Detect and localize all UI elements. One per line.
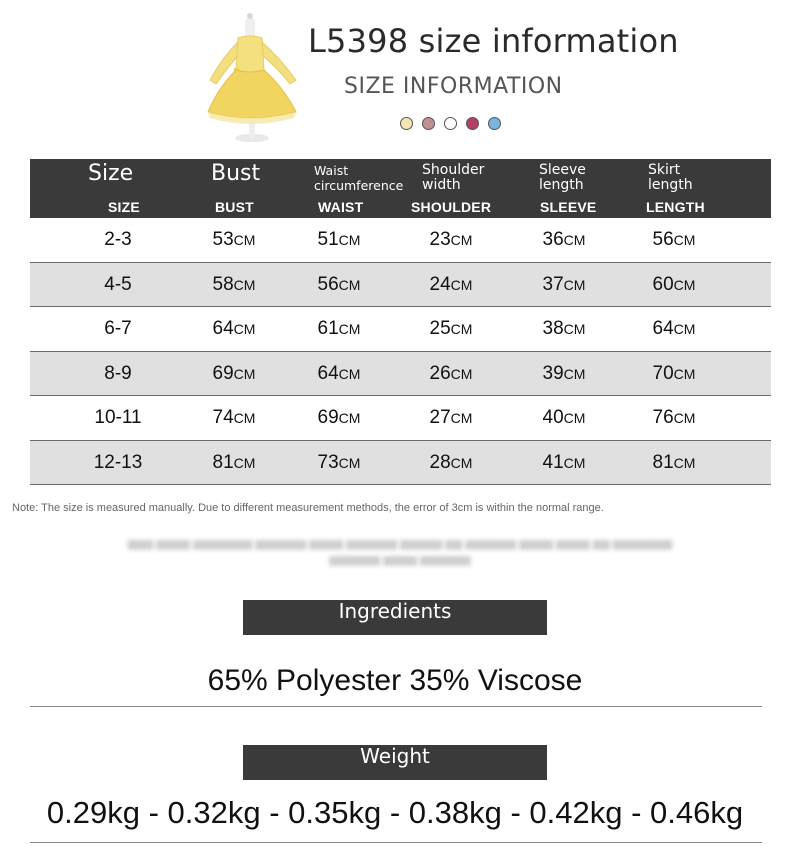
cell-value: 23: [429, 229, 451, 250]
cell-sleeve: [538, 263, 590, 307]
color-swatches: [400, 117, 501, 131]
cell-unit: CM: [673, 454, 696, 471]
cell-value: 36: [542, 229, 564, 250]
cell-unit: CM: [450, 365, 473, 382]
cell-value: 40: [542, 407, 564, 428]
header-shoulder-code: SHOULDER: [411, 199, 492, 215]
header-shoulder-label: Shoulder width: [422, 162, 485, 193]
color-swatch-1[interactable]: [400, 117, 413, 130]
cell-length: [648, 352, 700, 396]
page-subtitle: SIZE INFORMATION: [344, 74, 563, 99]
header-bust: [211, 159, 311, 218]
cell-value: 56: [652, 229, 674, 250]
header-length-code: LENGTH: [646, 199, 705, 215]
divider: [30, 706, 762, 707]
cell-waist: [313, 263, 365, 307]
cell-unit: CM: [450, 232, 473, 248]
cell-value: 56: [317, 273, 339, 295]
table-row: [30, 396, 771, 441]
divider: [30, 842, 762, 843]
cell-value: 74: [212, 407, 234, 428]
cell-value: 25: [429, 318, 451, 339]
cell-unit: CM: [673, 276, 696, 293]
cell-value: 53: [212, 229, 234, 250]
cell-value: 64: [652, 318, 674, 339]
table-row: [30, 441, 771, 486]
header-length-label: Skirt length: [648, 162, 693, 193]
cell-unit: CM: [338, 232, 361, 248]
table-row: [30, 263, 771, 308]
cell-bust: [208, 396, 260, 440]
cell-unit: CM: [563, 365, 586, 382]
cell-unit: CM: [233, 365, 256, 382]
cell-unit: CM: [450, 454, 473, 471]
cell-length: [648, 441, 700, 485]
cell-value: 51: [317, 229, 339, 250]
header-bust-label: Bust: [211, 161, 261, 186]
table-row: [30, 307, 771, 352]
cell-value: 24: [429, 273, 451, 295]
cell-size: [88, 218, 148, 262]
cell-value: 8-9: [104, 362, 132, 384]
cell-unit: CM: [233, 410, 256, 426]
cell-unit: CM: [338, 276, 361, 293]
cell-length: [648, 263, 700, 307]
cell-value: 28: [429, 451, 451, 473]
header-sleeve: [539, 159, 639, 218]
cell-unit: CM: [563, 276, 586, 293]
weight-banner: Weight: [243, 745, 547, 780]
cell-shoulder: [425, 352, 477, 396]
size-table: [30, 159, 771, 485]
cell-unit: CM: [563, 410, 586, 426]
cell-sleeve: [538, 396, 590, 440]
cell-shoulder: [425, 307, 477, 351]
blurred-watermark-text: ▆▆▆ ▆▆▆▆ ▆▆▆▆▆▆▆ ▆▆▆▆▆▆ ▆▆▆▆ ▆▆▆▆▆▆ ▆▆▆▆▆ ▆▆ ▆▆▆▆▆▆ ▆▆▆▆ ▆▆▆▆ ▆▆ ▆▆▆▆▆▆▆ ▆▆▆▆▆▆ ▆▆▆▆ ▆▆▆▆▆▆: [127, 538, 673, 566]
cell-value: 64: [317, 362, 339, 384]
cell-value: 6-7: [104, 318, 132, 339]
header-size-label: Size: [88, 161, 134, 186]
cell-size: [88, 396, 148, 440]
cell-waist: [313, 396, 365, 440]
cell-value: 58: [212, 273, 234, 295]
color-swatch-2[interactable]: [422, 117, 435, 130]
cell-value: 38: [542, 318, 564, 339]
cell-shoulder: [425, 396, 477, 440]
cell-value: 70: [652, 362, 674, 384]
cell-size: [88, 352, 148, 396]
cell-value: 76: [652, 407, 674, 428]
cell-unit: CM: [673, 321, 696, 337]
cell-sleeve: [538, 218, 590, 262]
weight-value: 0.29kg - 0.32kg - 0.35kg - 0.38kg - 0.42kg - 0.46kg: [46, 795, 744, 830]
cell-unit: CM: [563, 232, 586, 248]
table-body: [30, 218, 771, 485]
cell-size: [88, 263, 148, 307]
cell-unit: CM: [673, 410, 696, 426]
cell-unit: CM: [450, 276, 473, 293]
cell-value: 41: [542, 451, 564, 473]
cell-waist: [313, 441, 365, 485]
cell-length: [648, 218, 700, 262]
cell-shoulder: [425, 441, 477, 485]
header-waist: [314, 159, 414, 218]
cell-unit: CM: [673, 232, 696, 248]
header-waist-code: WAIST: [318, 199, 364, 215]
cell-value: 64: [212, 318, 234, 339]
cell-sleeve: [538, 352, 590, 396]
dress-product-image: [200, 8, 310, 146]
cell-value: 81: [212, 451, 234, 473]
ingredients-banner: Ingredients: [243, 600, 547, 635]
cell-shoulder: [425, 218, 477, 262]
cell-value: 12-13: [93, 451, 143, 473]
cell-waist: [313, 352, 365, 396]
color-swatch-4[interactable]: [466, 117, 479, 130]
cell-unit: CM: [673, 365, 696, 382]
cell-value: 73: [317, 451, 339, 473]
cell-length: [648, 396, 700, 440]
cell-sleeve: [538, 307, 590, 351]
cell-unit: CM: [338, 410, 361, 426]
cell-value: 2-3: [104, 229, 132, 250]
cell-waist: [313, 307, 365, 351]
table-row: [30, 352, 771, 397]
cell-unit: CM: [233, 232, 256, 248]
header-sleeve-label: Sleeve length: [539, 162, 586, 193]
table-row: [30, 218, 771, 263]
cell-unit: CM: [563, 321, 586, 337]
cell-value: 26: [429, 362, 451, 384]
color-swatch-5[interactable]: [488, 117, 501, 130]
cell-value: 81: [652, 451, 674, 473]
cell-value: 69: [212, 362, 234, 384]
cell-unit: CM: [233, 454, 256, 471]
cell-value: 37: [542, 273, 564, 295]
cell-unit: CM: [338, 454, 361, 471]
cell-size: [88, 307, 148, 351]
header-bust-code: BUST: [215, 199, 254, 215]
cell-bust: [208, 218, 260, 262]
cell-waist: [313, 218, 365, 262]
ingredients-value: 65% Polyester 35% Viscose: [207, 664, 583, 697]
cell-bust: [208, 263, 260, 307]
table-header: [30, 159, 771, 218]
cell-shoulder: [425, 263, 477, 307]
cell-bust: [208, 307, 260, 351]
cell-unit: CM: [450, 410, 473, 426]
cell-bust: [208, 441, 260, 485]
page-title: L5398 size information: [308, 22, 679, 60]
header-waist-label: Waist circumference: [314, 163, 404, 193]
color-swatch-3[interactable]: [444, 117, 457, 130]
header-size-code: SIZE: [108, 199, 140, 215]
cell-value: 69: [317, 407, 339, 428]
header-length: [648, 159, 748, 218]
cell-unit: CM: [563, 454, 586, 471]
cell-unit: CM: [450, 321, 473, 337]
cell-unit: CM: [338, 365, 361, 382]
header-sleeve-code: SLEEVE: [540, 199, 597, 215]
cell-sleeve: [538, 441, 590, 485]
cell-unit: CM: [338, 321, 361, 337]
header-size: [88, 159, 208, 218]
cell-bust: [208, 352, 260, 396]
header-shoulder: [411, 159, 522, 218]
cell-value: 39: [542, 362, 564, 384]
cell-unit: CM: [233, 276, 256, 293]
cell-value: 60: [652, 273, 674, 295]
cell-value: 10-11: [94, 407, 142, 428]
cell-size: [88, 441, 148, 485]
cell-value: 61: [317, 318, 339, 339]
measurement-note: Note: The size is measured manually. Due to different measurement methods, the error of 3cm is within the normal range.: [12, 502, 604, 514]
cell-value: 27: [429, 407, 451, 428]
cell-value: 4-5: [104, 273, 132, 295]
cell-length: [648, 307, 700, 351]
cell-unit: CM: [233, 321, 256, 337]
